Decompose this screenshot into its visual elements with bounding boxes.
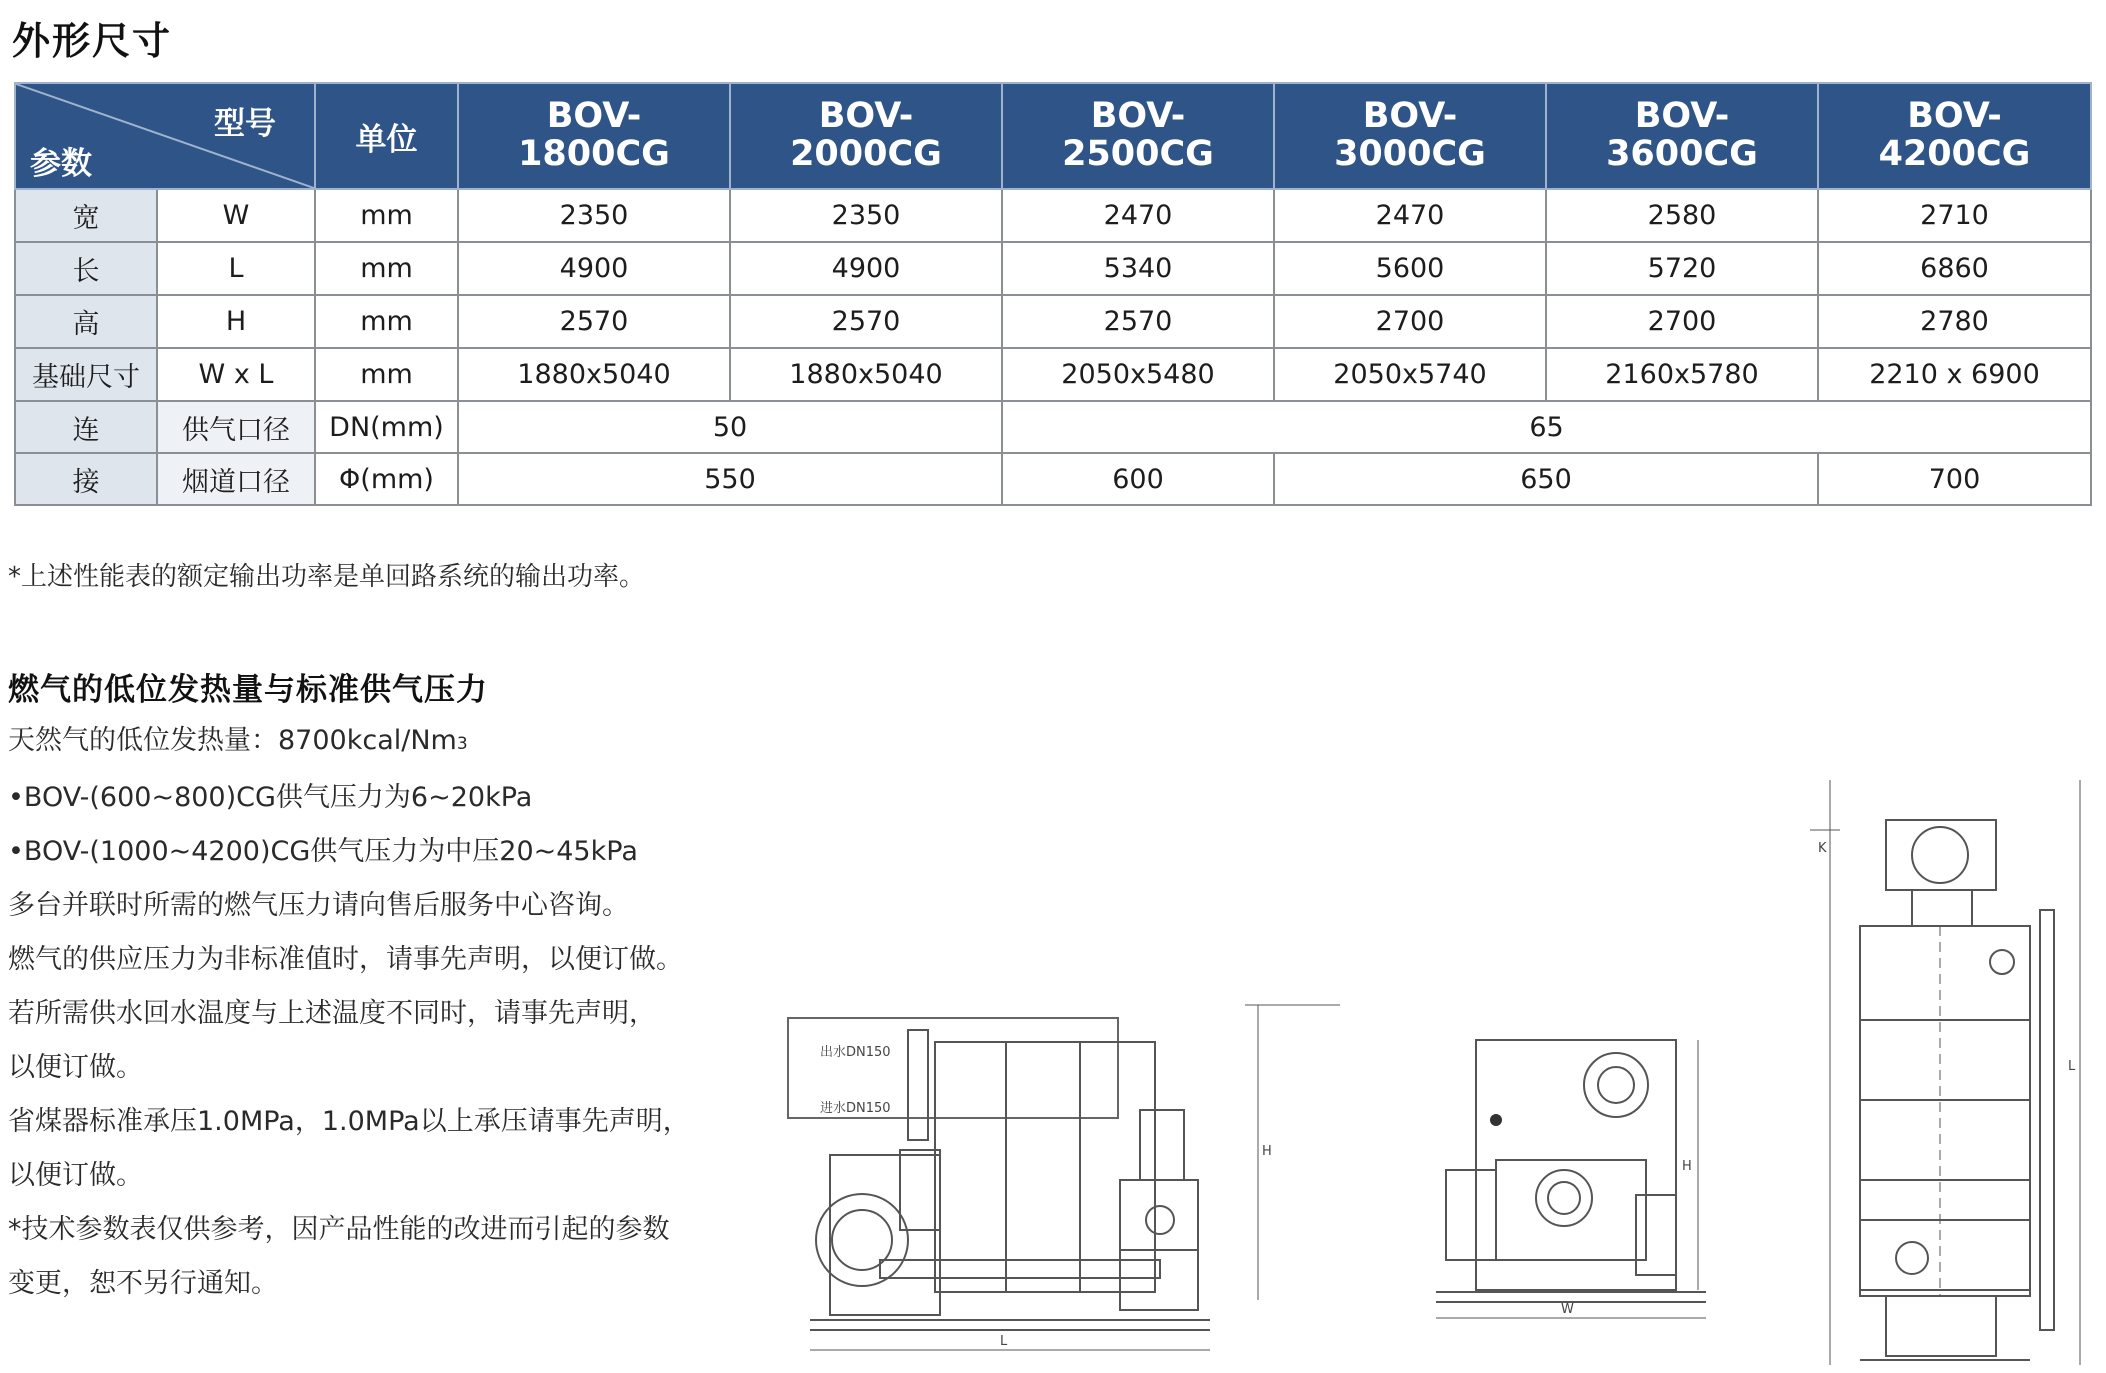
note-line: •BOV-(600~800)CG供气压力为6~20kPa — [8, 782, 533, 813]
table-row-flue — [15, 453, 2091, 505]
flue-unit: Φ(mm) — [315, 453, 458, 505]
value-cell: 5340 — [1002, 242, 1274, 295]
heat-value-line — [8, 714, 748, 771]
gas-inlet-label: 供气口径 — [157, 401, 315, 453]
value-cell: 5600 — [1274, 242, 1546, 295]
unit-cell: mm — [315, 242, 458, 295]
note-line: 以便订做。 — [8, 1160, 143, 1191]
heat-value-sup: 3 — [456, 734, 468, 754]
value-cell: 2050x5740 — [1274, 348, 1546, 401]
table-row — [15, 295, 2091, 348]
flue-label: 烟道口径 — [157, 453, 315, 505]
value-cell: 2470 — [1274, 189, 1546, 242]
heat-value-text: 天然气的低位发热量：8700kcal/Nm — [8, 725, 457, 756]
value-cell: 5720 — [1546, 242, 1818, 295]
gas-inlet-value: 50 — [458, 401, 1002, 453]
note-line: 变更，恕不另行通知。 — [8, 1268, 278, 1299]
gas-inlet-value: 65 — [1002, 401, 2091, 453]
param-cell: 长 — [15, 242, 157, 295]
dim-L-label: L — [2068, 1059, 2076, 1074]
unit-cell: mm — [315, 348, 458, 401]
corner-header — [15, 83, 315, 189]
flue-value: 650 — [1274, 453, 1818, 505]
value-cell: 2470 — [1002, 189, 1274, 242]
corner-param-label: 参数 — [30, 146, 92, 182]
corner-model-label: 型号 — [214, 106, 276, 142]
value-cell: 2700 — [1274, 295, 1546, 348]
model-header: BOV- 4200CG — [1818, 83, 2091, 189]
dim-L-label: L — [1000, 1334, 1008, 1349]
note-line: •BOV-(1000~4200)CG供气压力为中压20~45kPa — [8, 836, 638, 867]
unit-cell: mm — [315, 189, 458, 242]
connection-label-top: 连 — [15, 401, 157, 453]
table-row — [15, 189, 2091, 242]
boiler-side-view-drawing — [780, 1000, 1350, 1370]
value-cell: 2710 — [1818, 189, 2091, 242]
dim-H-label: H — [1682, 1159, 1692, 1174]
model-header: BOV- 3600CG — [1546, 83, 1818, 189]
model-header: BOV- 2500CG — [1002, 83, 1274, 189]
value-cell: 4900 — [458, 242, 730, 295]
value-cell: 2700 — [1546, 295, 1818, 348]
note-line: 多台并联时所需的燃气压力请向售后服务中心咨询。 — [8, 890, 629, 921]
unit-header: 单位 — [315, 83, 458, 189]
spec-notes — [8, 714, 748, 1311]
flue-value: 600 — [1002, 453, 1274, 505]
symbol-cell: W x L — [157, 348, 315, 401]
value-cell: 2570 — [1002, 295, 1274, 348]
param-cell: 基础尺寸 — [15, 348, 157, 401]
dim-H-label: H — [1262, 1144, 1272, 1159]
value-cell: 1880x5040 — [458, 348, 730, 401]
table-header-row — [15, 83, 2091, 189]
unit-cell: mm — [315, 295, 458, 348]
table-row — [15, 242, 2091, 295]
symbol-cell: L — [157, 242, 315, 295]
flue-value: 550 — [458, 453, 1002, 505]
value-cell: 2350 — [458, 189, 730, 242]
value-cell: 2780 — [1818, 295, 2091, 348]
note-line: 以便订做。 — [8, 1052, 143, 1083]
value-cell: 2580 — [1546, 189, 1818, 242]
value-cell: 2210 x 6900 — [1818, 348, 2091, 401]
section-title: 燃气的低位发热量与标准供气压力 — [8, 672, 488, 708]
note-line: *技术参数表仅供参考，因产品性能的改进而引起的参数 — [8, 1214, 670, 1245]
footnote: *上述性能表的额定输出功率是单回路系统的输出功率。 — [8, 562, 646, 592]
symbol-cell: W — [157, 189, 315, 242]
model-header: BOV- 2000CG — [730, 83, 1002, 189]
model-header: BOV- 1800CG — [458, 83, 730, 189]
inlet-label: 进水DN150 — [820, 1101, 891, 1116]
value-cell: 2350 — [730, 189, 1002, 242]
gas-inlet-unit: DN(mm) — [315, 401, 458, 453]
outlet-label: 出水DN150 — [820, 1045, 891, 1060]
table-row-gas-inlet — [15, 401, 2091, 453]
dim-K-label: K — [1818, 841, 1827, 856]
value-cell: 2570 — [458, 295, 730, 348]
dimension-table — [14, 82, 2092, 506]
note-line: 省煤器标准承压1.0MPa，1.0MPa以上承压请事先声明， — [8, 1106, 690, 1137]
note-line: 若所需供水回水温度与上述温度不同时，请事先声明， — [8, 998, 656, 1029]
table-row — [15, 348, 2091, 401]
param-cell: 宽 — [15, 189, 157, 242]
note-line: 燃气的供应压力为非标准值时，请事先声明，以便订做。 — [8, 944, 683, 975]
symbol-cell: H — [157, 295, 315, 348]
page-title: 外形尺寸 — [12, 19, 173, 63]
value-cell: 2050x5480 — [1002, 348, 1274, 401]
value-cell: 2160x5780 — [1546, 348, 1818, 401]
param-cell: 高 — [15, 295, 157, 348]
value-cell: 6860 — [1818, 242, 2091, 295]
flue-value: 700 — [1818, 453, 2091, 505]
value-cell: 1880x5040 — [730, 348, 1002, 401]
boiler-front-view-drawing — [1436, 1030, 1716, 1330]
model-header: BOV- 3000CG — [1274, 83, 1546, 189]
value-cell: 4900 — [730, 242, 1002, 295]
connection-label-bottom: 接 — [15, 453, 157, 505]
dim-W-label: W — [1561, 1302, 1574, 1317]
boiler-plan-view-drawing — [1800, 780, 2100, 1365]
value-cell: 2570 — [730, 295, 1002, 348]
